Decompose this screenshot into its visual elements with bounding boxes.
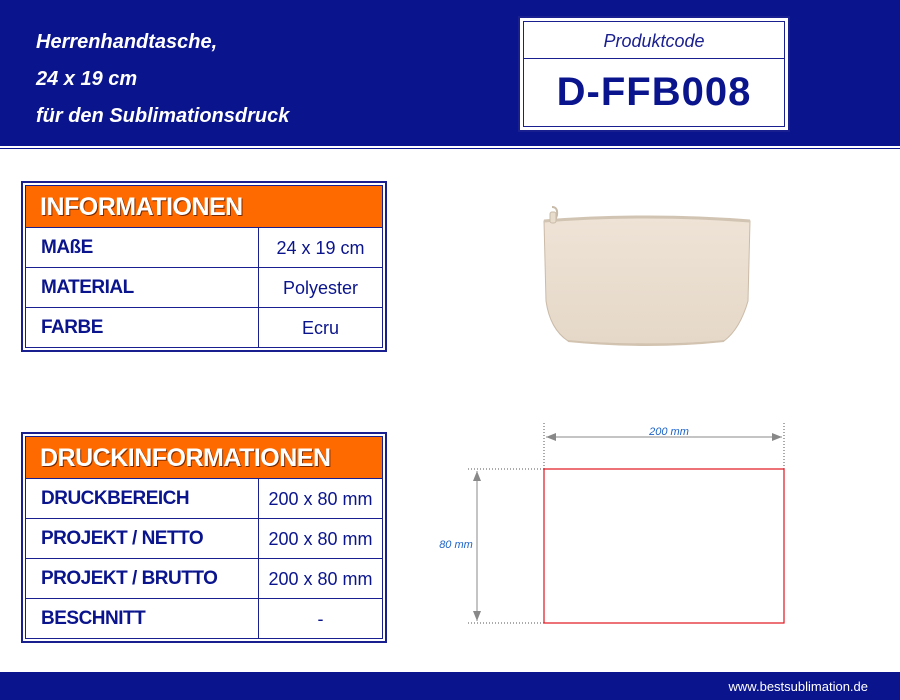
product-title-line: 24 x 19 cm — [36, 68, 138, 90]
print-area-diagram — [420, 415, 800, 635]
table-row — [26, 308, 382, 347]
info-table — [21, 181, 387, 352]
row-value: Ecru — [301, 318, 339, 338]
product-code-label: Produktcode — [524, 22, 784, 59]
row-label: MAßE — [26, 228, 259, 267]
row-label: BESCHNITT — [26, 599, 259, 638]
table-row — [26, 599, 382, 638]
table-row — [26, 519, 382, 559]
product-title — [36, 24, 289, 135]
row-value: 200 x 80 mm — [268, 569, 373, 589]
row-value: - — [317, 609, 324, 629]
print-table-title: DRUCKINFORMATIONEN — [26, 437, 382, 479]
row-label: MATERIAL — [26, 268, 259, 307]
dimension-guides — [468, 423, 784, 623]
table-row — [26, 559, 382, 599]
row-label: PROJEKT / NETTO — [26, 519, 259, 558]
print-area-rect — [544, 469, 784, 623]
row-value: 200 x 80 mm — [268, 529, 373, 549]
height-label: 80 mm — [439, 539, 473, 551]
bag-product-image — [538, 203, 758, 355]
row-label: PROJEKT / BRUTTO — [26, 559, 259, 598]
row-value: 24 x 19 cm — [276, 238, 365, 258]
website-link[interactable]: www.bestsublimation.de — [728, 679, 868, 694]
product-title-line: Herrenhandtasche, — [36, 31, 218, 53]
height-dimension-arrow — [473, 471, 481, 621]
product-code-box — [518, 16, 790, 132]
width-label: 200 mm — [649, 426, 689, 438]
row-value: 200 x 80 mm — [268, 489, 373, 509]
info-table-title: INFORMATIONEN — [26, 186, 382, 228]
row-label: DRUCKBEREICH — [26, 479, 259, 518]
header-banner — [0, 0, 900, 146]
product-code-value: D-FFB008 — [556, 70, 752, 114]
print-info-table — [21, 432, 387, 643]
table-row — [26, 228, 382, 268]
row-label: FARBE — [26, 308, 259, 347]
header-divider — [0, 148, 900, 149]
table-row — [26, 268, 382, 308]
footer-bar — [0, 672, 900, 700]
table-row — [26, 479, 382, 519]
product-title-line: für den Sublimationsdruck — [36, 105, 290, 127]
row-value: Polyester — [282, 278, 359, 298]
